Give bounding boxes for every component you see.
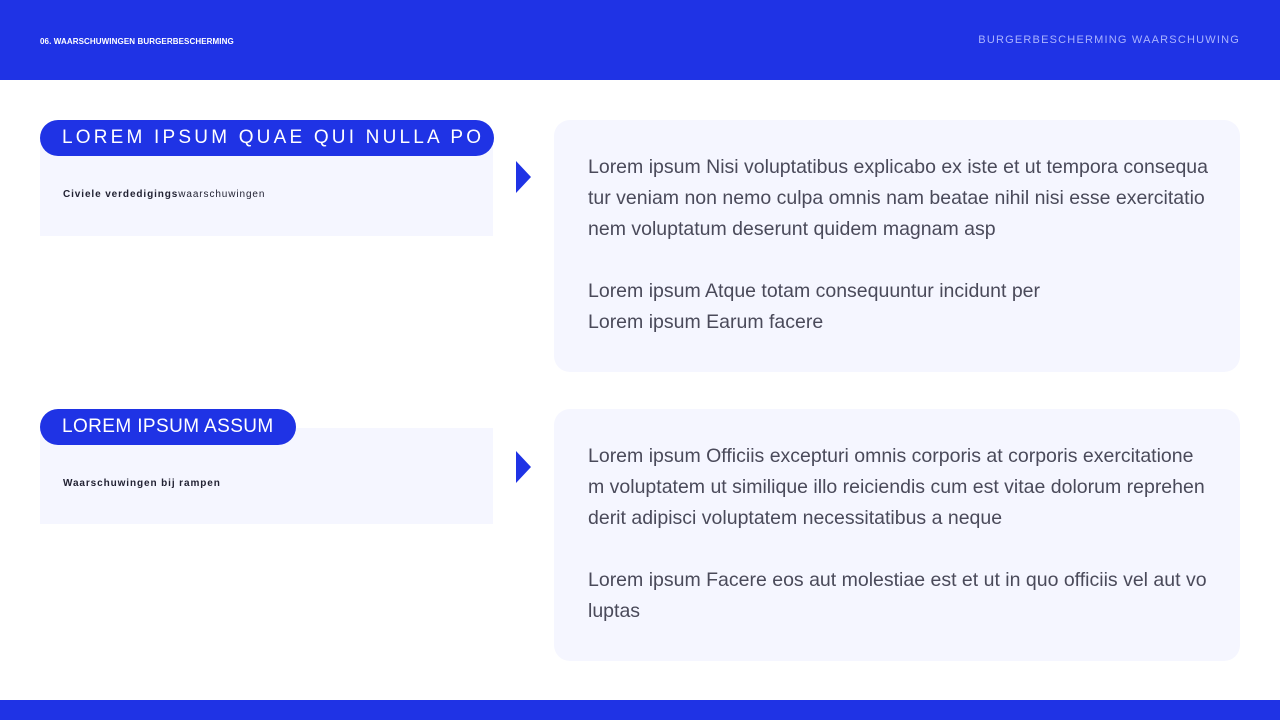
pill-label-2: LOREM IPSUM ASSUM [40,409,296,445]
caption-rest-1: waarschuwingen [178,189,266,200]
left-caption-1 [63,189,265,200]
header-right-title: BURGERBESCHERMING WAARSCHUWING [978,34,1240,46]
card-2-paragraph-1: Lorem ipsum Officiis excepturi omnis corporis at corporis exercitationem voluptatem ut similique illo reiciendis cum est vitae dolorum reprehenderit adipisci voluptatem necessitatibus a neque [588,445,1205,529]
card-1-paragraph-2-line-1: Lorem ipsum Atque totam consequuntur incidunt per [588,280,1041,302]
header-bar [0,0,1280,80]
arrow-right-icon [516,451,531,483]
card-text-2 [588,441,1208,627]
paragraph-spacer [588,245,1208,276]
card-1-paragraph-1: Lorem ipsum Nisi voluptatibus explicabo ex iste et ut tempora consequatur veniam non nemo culpa omnis nam beatae nihil nisi esse exercitationem voluptatum deserunt quidem magnam asp [588,156,1208,240]
section-title: 06. WAARSCHUWINGEN BURGERBESCHERMING [40,37,234,46]
arrow-right-icon [516,161,531,193]
caption-bold-2: Waarschuwingen bij rampen [63,478,221,489]
card-text-1 [588,152,1208,338]
pill-label-1: LOREM IPSUM QUAE QUI NULLA PO [40,120,494,156]
card-1-paragraph-2-line-2: Lorem ipsum Earum facere [588,311,824,333]
footer-bar [0,700,1280,720]
caption-bold-1: Civiele verdedigings [63,189,179,200]
left-caption-2 [63,478,221,489]
card-2-paragraph-2: Lorem ipsum Facere eos aut molestiae est et ut in quo officiis vel aut voluptas [588,569,1207,622]
paragraph-spacer [588,534,1208,565]
